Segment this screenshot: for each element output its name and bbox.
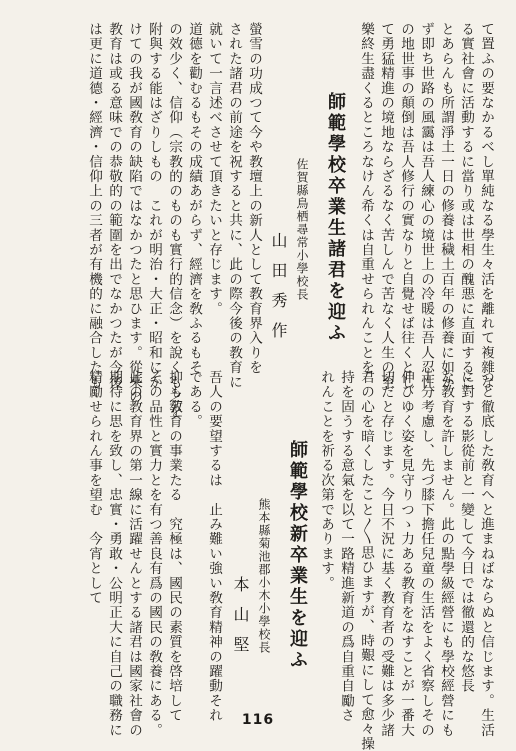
body-column: の效少く、信仰（宗教的のものも實行的信念）を說くも之を	[166, 22, 182, 419]
body-column: 持を固うする意氣を以て一路精進新道の爲自重自勵さ	[338, 370, 354, 723]
body-column: な教育を許しません。此の點學級經營にも學校經營にも	[438, 370, 454, 738]
page-number: 116	[241, 712, 275, 728]
body-column: 抑も敎育の事業たる 究極は、國民の素質を啓培して	[166, 370, 182, 723]
body-column: て置ふの要なかるべし單純なる學生々活を離れて複雜な	[478, 22, 494, 390]
body-column: 附與する能はざりしもの これが明治・大正・昭和にか	[146, 22, 162, 390]
body-column: 期待に思を致し、忠實・勇敢・公明正大に自己の職務に	[106, 370, 122, 738]
body-column: て勇猛精進の境地ならざるなく苦しんで苦なく人生の至	[378, 22, 394, 390]
body-column: その品性と實力とを有つ善良有爲の國民の敎養にある。	[146, 370, 162, 738]
body-column: つと徹底した敎育へと進まねばならぬと信じます。生活	[478, 370, 494, 738]
body-column: 十分考慮し、先づ膝下擔任兒童の生活をよく省察しその	[418, 370, 434, 738]
article-title: 師範學校新卒業生を迎ふ	[287, 440, 308, 671]
body-column: 切だと存じます。今日不況に基く教育者の受難は多少諸	[378, 370, 394, 738]
body-column: された諸君の前途を祝すると共に、此の際今後の教育に	[226, 22, 242, 390]
author-name: 山田秀作	[269, 232, 288, 352]
body-column: れんことを祈る次第であります。	[318, 370, 334, 591]
author-affiliation: 佐賀縣鳥栖尋常小學校長	[295, 158, 309, 301]
body-column: 君の心を暗くしたこと〱思ひますが、時艱にして愈々操	[358, 370, 374, 751]
author-affiliation: 熊本縣菊池郡小木小學校長	[257, 498, 271, 654]
body-column: 此の教育界の第一線に活躍せんとする諸君は國家社會の	[126, 370, 142, 738]
body-column: 精勵せられん事を望む 今宵として	[86, 370, 102, 606]
body-column: 吾人の要望するは 止み難い強い敎育精神の躍動それ	[206, 370, 222, 723]
body-column: 伸びゆく姿を見守りつゝ力ある教育をなすことが一番大	[398, 370, 414, 738]
body-column: 道德を勸むるもその成績あがらず、經濟を敎ふるもそ	[186, 22, 202, 375]
author-name: 本山堅	[231, 576, 250, 666]
body-column: とあらんも所謂淨土一日の修養は穢土百年の修養に如か	[438, 22, 454, 390]
article-title: 師範學校卒業生諸君を迎ふ	[325, 92, 346, 344]
body-column: る實社會に活動するに當り或は世相の醜悪に直面するこ	[458, 22, 474, 390]
body-column: は更に道德・經濟・信仰上の三者が有機的に融合したも	[86, 22, 102, 390]
body-column: である。	[186, 370, 202, 429]
body-column: けての我が國敎育の缺陷ではなかつたと思ひます。從來の	[126, 22, 142, 405]
body-column: に對する影從前と一變して今日では徹還的な悠長	[458, 370, 474, 694]
body-column: 教育は或る意味での恭敬的の範圍を出でなかつたが今後	[106, 22, 122, 390]
body-column: 就いて一言述べさせて頂きたいと存じます。	[206, 22, 222, 316]
body-column: 螢雪の功成つて今や教壇上の新人として教育界入りを	[246, 22, 262, 375]
body-column: の地世事の顛倒は吾人修行の實なりと自覺せば往くとし	[398, 22, 414, 390]
body-column: 樂終生盡くるところなけん希くは自重せられんことを	[358, 22, 374, 375]
body-column: ず即ち世路の風靄は吾人練心の境世上の冷暖は吾人忍性	[418, 22, 434, 390]
